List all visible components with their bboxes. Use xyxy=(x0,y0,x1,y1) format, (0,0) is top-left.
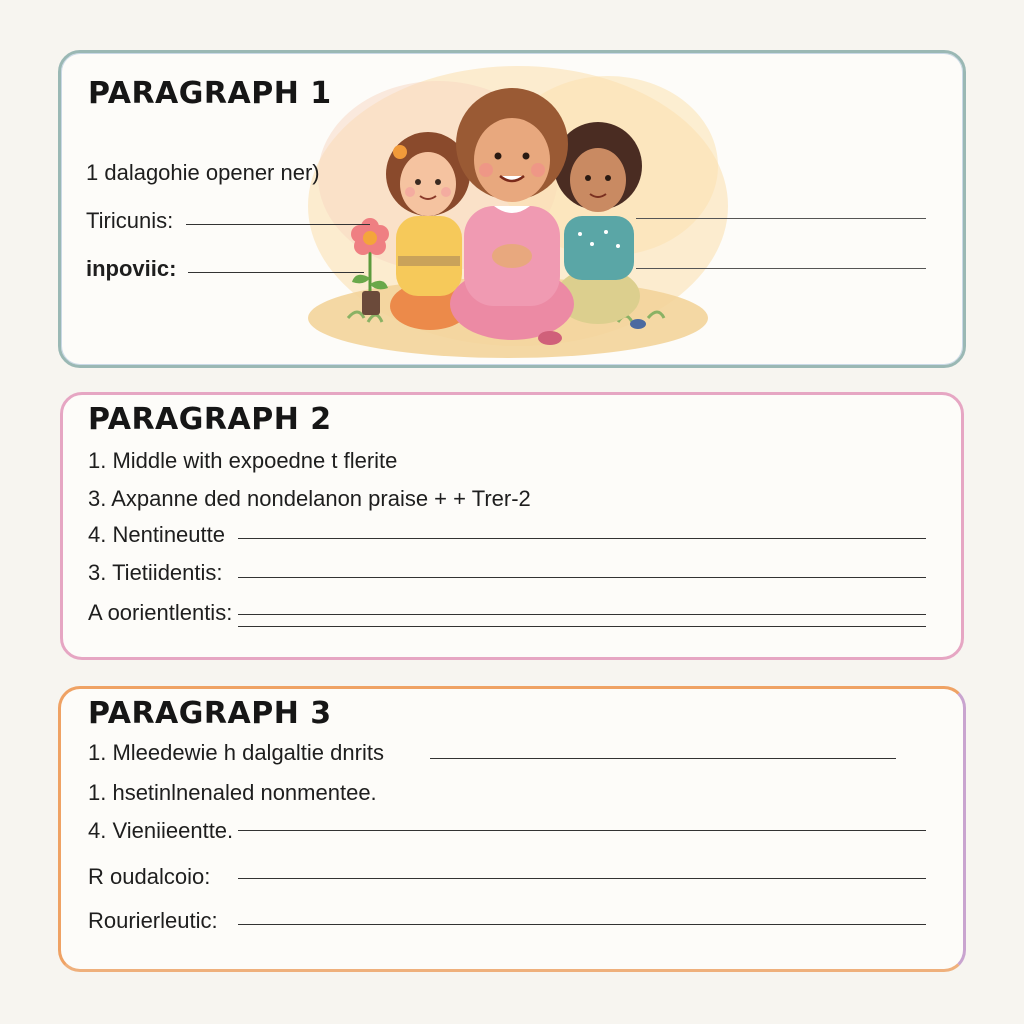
paragraph-3-line-4-blank[interactable] xyxy=(238,878,926,879)
paragraph-2-line-5-blank-a[interactable] xyxy=(238,614,926,615)
paragraph-2-line-1: 1. Middle with expoedne t flerite xyxy=(88,448,398,473)
paragraph-2-line-3-label: 4. Nentineutte xyxy=(88,522,225,547)
paragraph-1-line-3-label: inpoviic: xyxy=(86,256,177,281)
paragraph-3-line-2: 1. hsetinlnenaled nonmentee. xyxy=(88,780,377,805)
paragraph-3-line-4-label: R oudalcoio: xyxy=(88,864,211,889)
paragraph-2-line-4-blank[interactable] xyxy=(238,577,926,578)
paragraph-1-line-2-blank-a[interactable] xyxy=(186,224,370,225)
paragraph-3-line-3-label: 4. Vieniieentte. xyxy=(88,818,234,843)
paragraph-1-line-2-blank-b[interactable] xyxy=(636,218,926,219)
paragraph-1-line-1: 1 dalagohie opener ner) xyxy=(86,160,320,185)
paragraph-2-heading: PARAGRAPH 2 xyxy=(88,402,332,437)
paragraph-2-line-3-blank[interactable] xyxy=(238,538,926,539)
paragraph-3-line-1-blank[interactable] xyxy=(430,758,896,759)
paragraph-1-line-2-label: Tiricunis: xyxy=(86,208,174,233)
paragraph-2-line-2: 3. Axpanne ded nondelanon praise + + Trer-2 xyxy=(88,486,531,511)
paragraph-2-line-5-blank-b[interactable] xyxy=(238,626,926,627)
paragraph-3-heading: PARAGRAPH 3 xyxy=(88,696,332,731)
paragraph-3-line-5-blank[interactable] xyxy=(238,924,926,925)
paragraph-1-line-3-blank-a[interactable] xyxy=(188,272,364,273)
children-illustration xyxy=(288,56,728,366)
paragraph-3-line-5-label: Rourierleutic: xyxy=(88,908,218,933)
paragraph-3-line-1: 1. Mleedewie h dalgaltie dnrits xyxy=(88,740,384,765)
paragraph-1-heading: PARAGRAPH 1 xyxy=(88,76,332,111)
paragraph-2-line-4-label: 3. Tietiidentis: xyxy=(88,560,223,585)
paragraph-1-line-3-blank-b[interactable] xyxy=(636,268,926,269)
paragraph-2-line-5-label: A oorientlentis: xyxy=(88,600,233,625)
paragraph-3-line-3-blank[interactable] xyxy=(238,830,926,831)
